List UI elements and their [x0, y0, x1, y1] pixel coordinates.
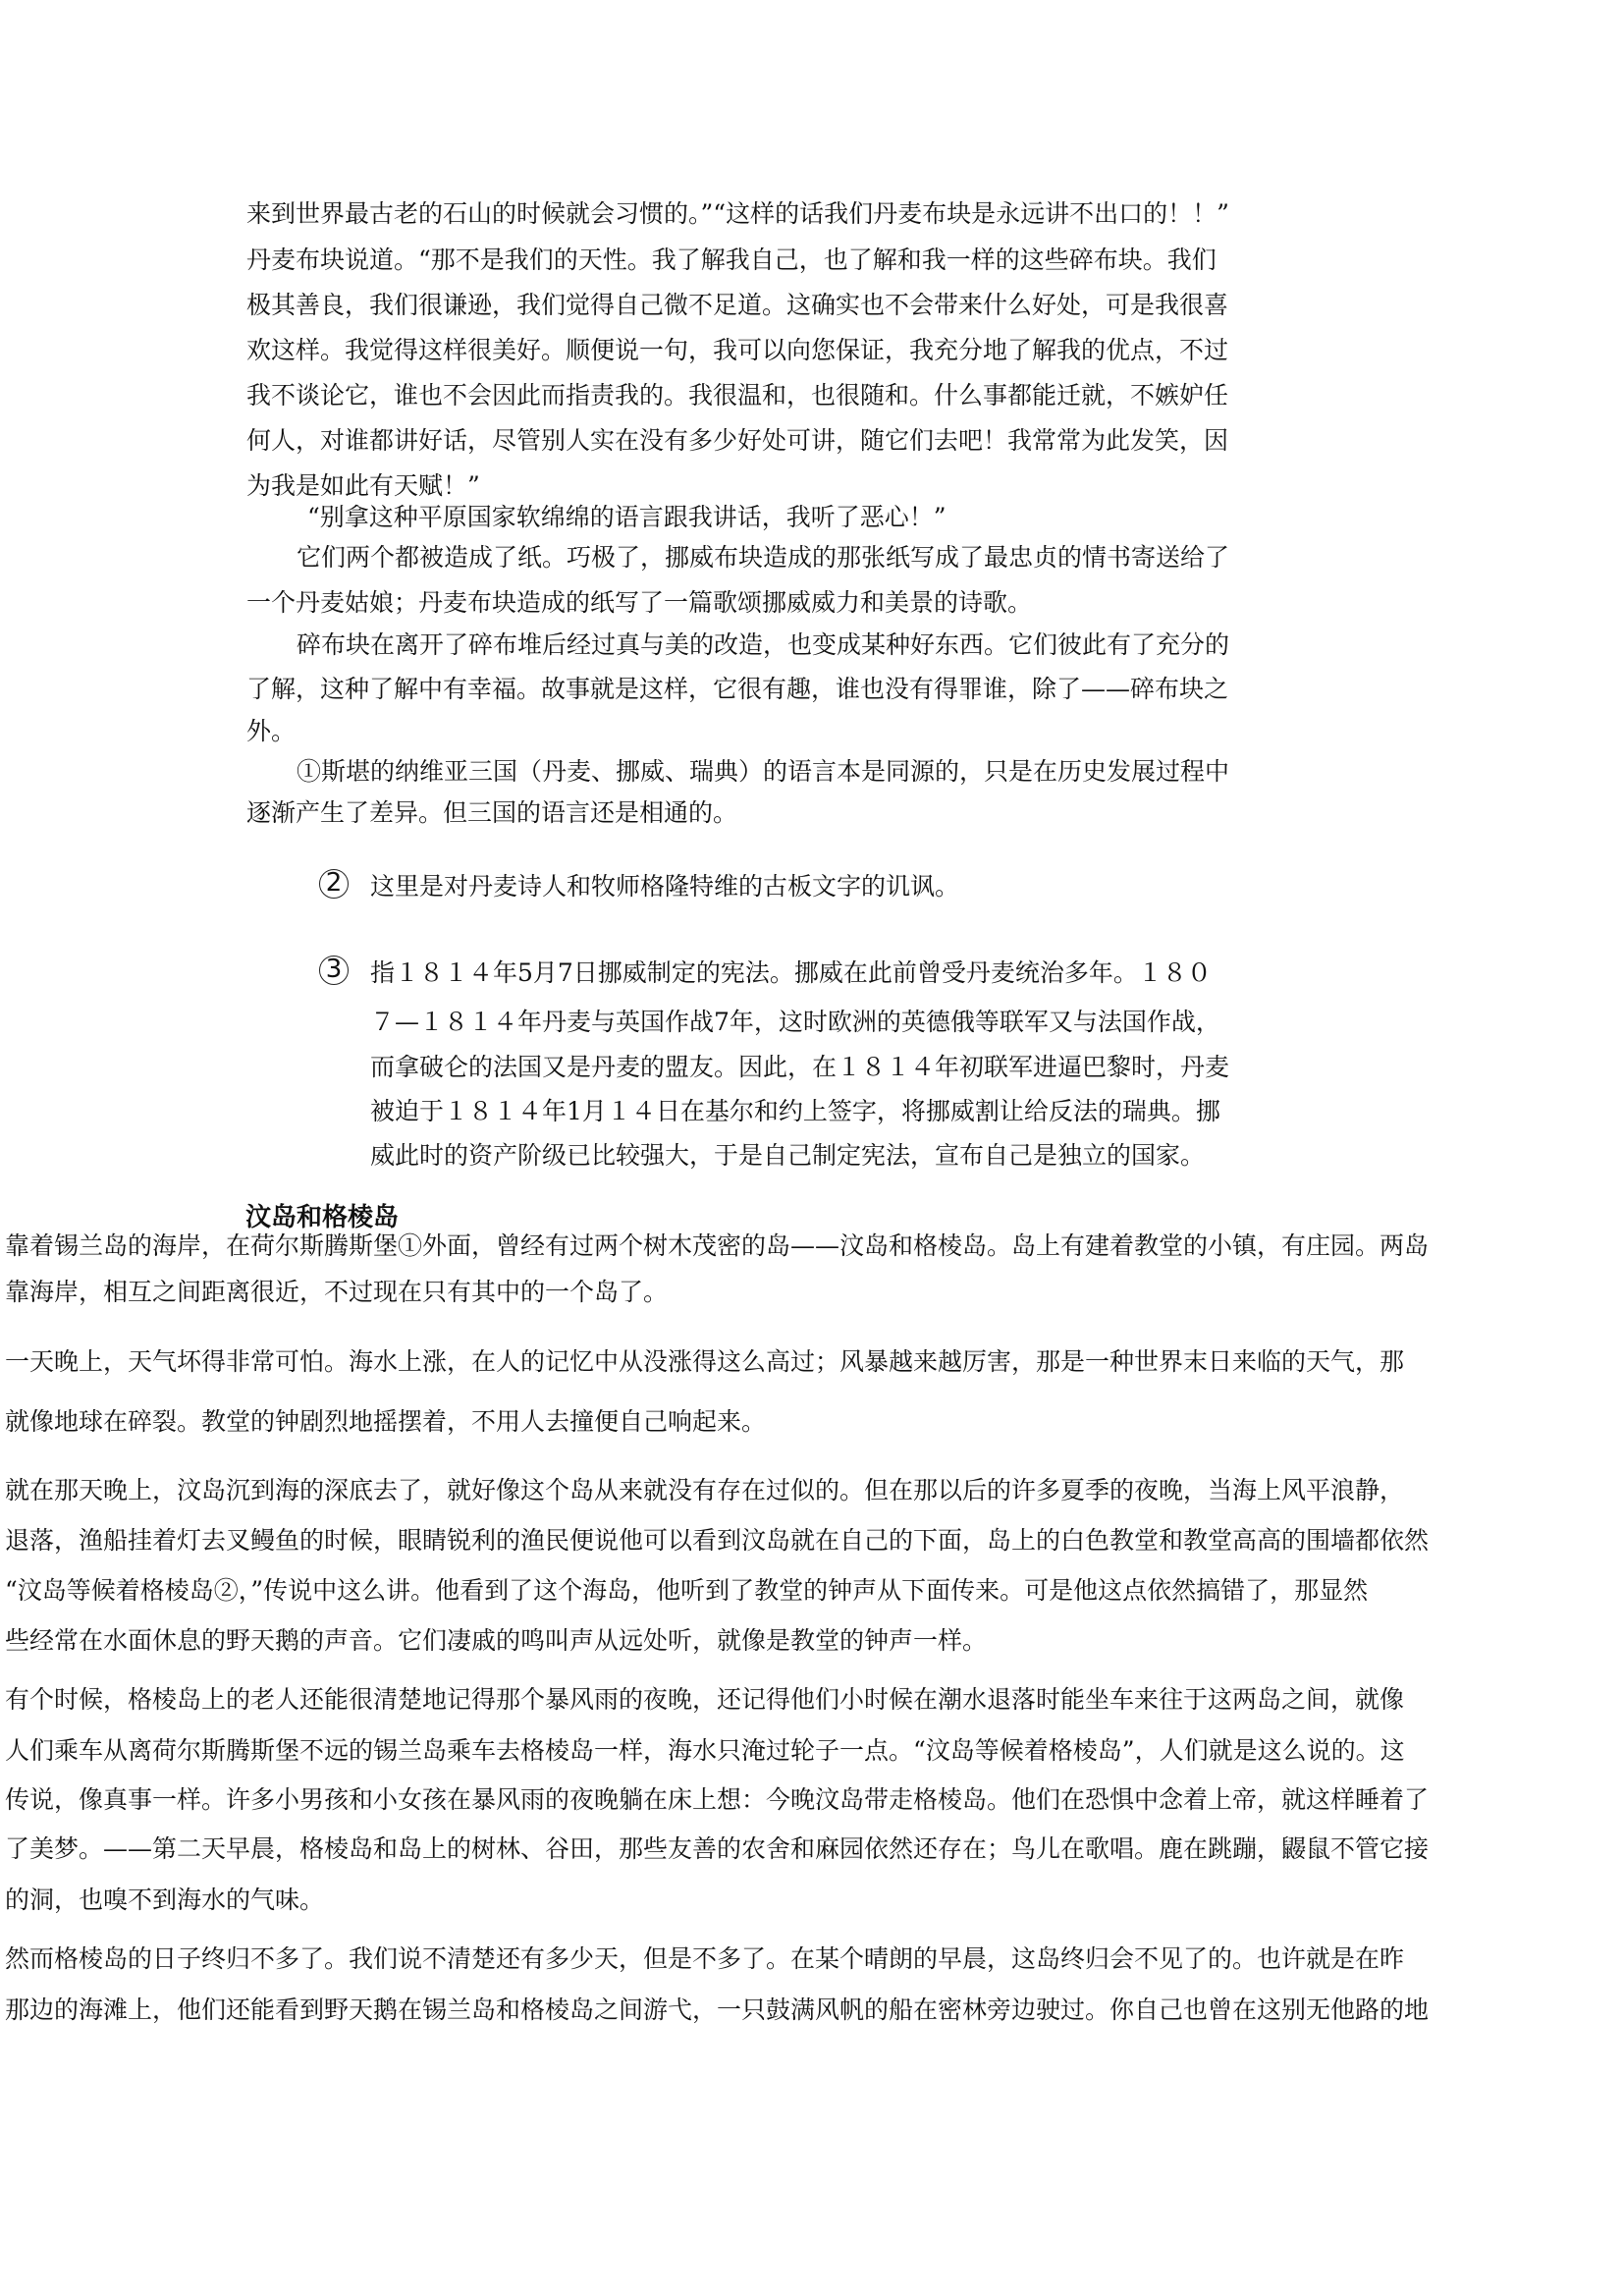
text-line: 外。: [246, 717, 297, 745]
text-line: 传说，像真事一样。许多小男孩和小女孩在暴风雨的夜晚躺在床上想：今晚汶岛带走格棱岛。他们在恐惧中念着上帝，就这样睡着了: [5, 1785, 1430, 1814]
section-title: 汶岛和格棱岛: [245, 1202, 400, 1232]
text-line: 就像地球在碎裂。教堂的钟剧烈地摇摆着，不用人去撞便自己响起来。: [5, 1407, 767, 1436]
footnote-line: 而拿破仑的法国又是丹麦的盟友。因此，在１８１４年初联军进逼巴黎时，丹麦: [370, 1053, 1230, 1081]
text-line: 了美梦。——第二天早晨，格棱岛和岛上的树林、谷田，那些友善的农舍和麻园依然还存在；鸟儿在歌唱。鹿在跳蹦，鼹鼠不管它接: [5, 1834, 1430, 1863]
footnote-line: 被迫于１８１４年1月１４日在基尔和约上签字，将挪威割让给反法的瑞典。挪: [370, 1097, 1220, 1125]
text-line: 来到世界最古老的石山的时候就会习惯的。”“这样的话我们丹麦布块是永远讲不出口的！！”: [246, 199, 1229, 228]
text-line: 人们乘车从离荷尔斯腾斯堡不远的锡兰岛乘车去格棱岛一样，海水只淹过轮子一点。“汶岛等候着格棱岛”，人们就是这么说的。这: [5, 1736, 1405, 1765]
text-line: “汶岛等候着格棱岛②，”传说中这么讲。他看到了这个海岛，他听到了教堂的钟声从下面传来。可是他这点依然搞错了，那显然: [5, 1576, 1369, 1605]
text-line: 有个时候，格棱岛上的老人还能很清楚地记得那个暴风雨的夜晚，还记得他们小时候在潮水退落时能坐车来往于这两岛之间，就像: [5, 1685, 1405, 1714]
footnote-line: 威此时的资产阶级已比较强大，于是自己制定宪法，宣布自己是独立的国家。: [370, 1141, 1206, 1170]
footnote-line: 逐渐产生了差异。但三国的语言还是相通的。: [246, 798, 738, 827]
footnote-line: 指１８１４年5月7日挪威制定的宪法。挪威在此前曾受丹麦统治多年。１８０: [370, 958, 1212, 987]
text-line: 我不谈论它，谁也不会因此而指责我的。我很温和，也很随和。什么事都能迁就，不嫉妒任: [246, 381, 1229, 410]
text-line: 的洞，也嗅不到海水的气味。: [5, 1886, 325, 1914]
text-line: 退落，渔船挂着灯去叉鳗鱼的时候，眼睛锐利的渔民便说他可以看到汶岛就在自己的下面，岛上的白色教堂和教堂高高的围墙都依然: [5, 1526, 1430, 1555]
footnote-marker-2: 2: [319, 869, 349, 899]
text-line: 极其善良，我们很谦逊，我们觉得自己微不足道。这确实也不会带来什么好处，可是我很喜: [246, 291, 1229, 319]
text-line: 一个丹麦姑娘；丹麦布块造成的纸写了一篇歌颂挪威威力和美景的诗歌。: [246, 588, 1033, 617]
text-line: 些经常在水面休息的野天鹅的声音。它们凄戚的鸣叫声从远处听，就像是教堂的钟声一样。: [5, 1626, 988, 1655]
text-line: 然而格棱岛的日子终归不多了。我们说不清楚还有多少天，但是不多了。在某个晴朗的早晨，这岛终归会不见了的。也许就是在昨: [5, 1944, 1405, 1973]
text-line: 碎布块在离开了碎布堆后经过真与美的改造，也变成某种好东西。它们彼此有了充分的: [297, 630, 1230, 659]
footnote-line: ①斯堪的纳维亚三国（丹麦、挪威、瑞典）的语言本是同源的，只是在历史发展过程中: [297, 757, 1230, 786]
text-line: 一天晚上，天气坏得非常可怕。海水上涨，在人的记忆中从没涨得这么高过；风暴越来越厉害，那是一种世界末日来临的天气，那: [5, 1347, 1405, 1376]
text-line: 丹麦布块说道。“那不是我们的天性。我了解我自己，也了解和我一样的这些碎布块。我们: [246, 246, 1217, 274]
text-line: 靠着锡兰岛的海岸，在荷尔斯腾斯堡①外面，曾经有过两个树木茂密的岛——汶岛和格棱岛。岛上有建着教堂的小镇，有庄园。两岛: [5, 1231, 1430, 1260]
text-line: 那边的海滩上，他们还能看到野天鹅在锡兰岛和格棱岛之间游弋，一只鼓满风帆的船在密林旁边驶过。你自己也曾在这别无他路的地: [5, 1995, 1430, 2024]
footnote-line: ７—１８１４年丹麦与英国作战7年，这时欧洲的英德俄等联军又与法国作战，: [370, 1008, 1220, 1036]
text-line: 它们两个都被造成了纸。巧极了，挪威布块造成的那张纸写成了最忠贞的情书寄送给了: [297, 543, 1230, 572]
footnote-line: 这里是对丹麦诗人和牧师格隆特维的古板文字的讥讽。: [370, 872, 960, 901]
text-line: 靠海岸，相互之间距离很近，不过现在只有其中的一个岛了。: [5, 1278, 669, 1306]
text-line: 为我是如此有天赋！”: [246, 471, 480, 500]
text-line: 就在那天晚上，汶岛沉到海的深底去了，就好像这个岛从来就没有存在过似的。但在那以后的许多夏季的夜晚，当海上风平浪静，: [5, 1476, 1405, 1504]
text-line: 欢这样。我觉得这样很美好。顺便说一句，我可以向您保证，我充分地了解我的优点，不过: [246, 336, 1229, 364]
quote-line: “别拿这种平原国家软绵绵的语言跟我讲话，我听了恶心！”: [307, 503, 947, 531]
text-line: 了解，这种了解中有幸福。故事就是这样，它很有趣，谁也没有得罪谁，除了——碎布块之: [246, 675, 1229, 703]
text-line: 何人，对谁都讲好话，尽管别人实在没有多少好处可讲，随它们去吧！我常常为此发笑，因: [246, 426, 1229, 455]
footnote-marker-3: 3: [319, 956, 349, 985]
